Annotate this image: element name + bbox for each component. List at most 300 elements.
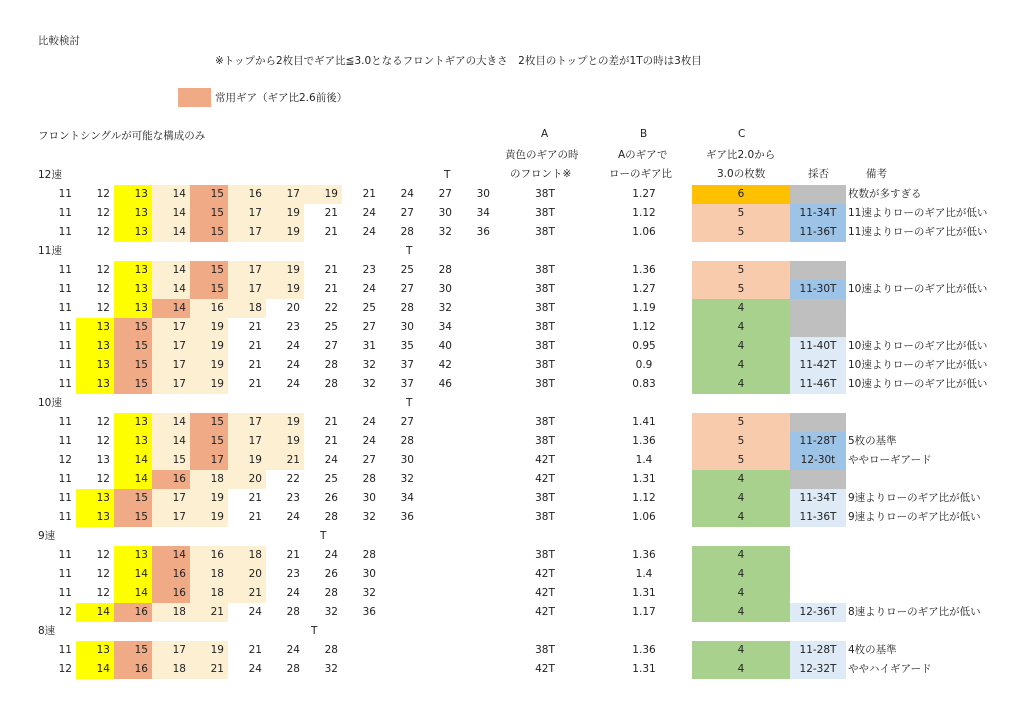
low-ratio-cell[interactable]: 1.31 <box>632 663 656 675</box>
adopt-cell[interactable]: 11-28T <box>790 641 846 660</box>
sprocket-cell[interactable]: 21 <box>324 435 338 447</box>
sprocket-cell[interactable]: 15 <box>114 356 152 375</box>
count-cell[interactable]: 4 <box>692 318 790 337</box>
sprocket-cell[interactable]: 11 <box>58 207 72 219</box>
sprocket-cell[interactable]: 21 <box>248 511 262 523</box>
sprocket-cell[interactable]: 16 <box>152 565 190 584</box>
count-cell[interactable]: 4 <box>692 375 790 394</box>
sprocket-cell[interactable]: 46 <box>438 378 452 390</box>
low-ratio-cell[interactable]: 1.27 <box>632 283 656 295</box>
front-gear-cell[interactable]: 38T <box>535 549 555 561</box>
sprocket-cell[interactable]: 19 <box>190 375 228 394</box>
sprocket-cell[interactable]: 12 <box>96 587 110 599</box>
front-gear-cell[interactable]: 42T <box>535 587 555 599</box>
sprocket-cell[interactable]: 12 <box>58 663 72 675</box>
sprocket-cell[interactable]: 12 <box>96 226 110 238</box>
sprocket-cell[interactable]: 22 <box>286 473 300 485</box>
adopt-cell[interactable] <box>790 318 846 337</box>
sprocket-cell[interactable]: 36 <box>476 226 490 238</box>
sprocket-cell[interactable]: 12 <box>96 549 110 561</box>
sprocket-cell[interactable]: 13 <box>76 318 114 337</box>
note-cell[interactable]: 10速よりローのギア比が低い <box>848 283 988 295</box>
adopt-cell[interactable]: 11-36T <box>790 223 846 242</box>
count-cell[interactable]: 4 <box>692 508 790 527</box>
count-cell[interactable]: 4 <box>692 299 790 318</box>
sprocket-cell[interactable]: 17 <box>228 280 266 299</box>
sprocket-cell[interactable]: 24 <box>362 416 376 428</box>
sprocket-cell[interactable]: 14 <box>114 584 152 603</box>
sprocket-cell[interactable]: 11 <box>58 340 72 352</box>
front-gear-cell[interactable]: 38T <box>535 416 555 428</box>
sprocket-cell[interactable]: 28 <box>400 302 414 314</box>
sprocket-cell[interactable]: 17 <box>228 261 266 280</box>
adopt-cell[interactable] <box>790 261 846 280</box>
low-ratio-cell[interactable]: 1.41 <box>632 416 656 428</box>
sprocket-cell[interactable]: 17 <box>266 185 304 204</box>
count-cell[interactable]: 5 <box>692 451 790 470</box>
front-gear-cell[interactable]: 38T <box>535 644 555 656</box>
sprocket-cell[interactable]: 18 <box>152 603 190 622</box>
sprocket-cell[interactable]: 31 <box>362 340 376 352</box>
sprocket-cell[interactable]: 16 <box>152 470 190 489</box>
sprocket-cell[interactable]: 14 <box>152 185 190 204</box>
sprocket-cell[interactable]: 13 <box>114 204 152 223</box>
sprocket-cell[interactable]: 24 <box>362 226 376 238</box>
low-ratio-cell[interactable]: 1.06 <box>632 511 656 523</box>
sprocket-cell[interactable]: 19 <box>190 641 228 660</box>
count-cell[interactable]: 4 <box>692 584 790 603</box>
sprocket-cell[interactable]: 16 <box>190 546 228 565</box>
sprocket-cell[interactable]: 11 <box>58 473 72 485</box>
sprocket-cell[interactable]: 28 <box>362 549 376 561</box>
adopt-cell[interactable]: 11-30T <box>790 280 846 299</box>
sprocket-cell[interactable]: 14 <box>114 470 152 489</box>
sprocket-cell[interactable]: 28 <box>362 473 376 485</box>
low-ratio-cell[interactable]: 1.36 <box>632 644 656 656</box>
note-cell[interactable]: 10速よりローのギア比が低い <box>848 340 988 352</box>
count-cell[interactable]: 4 <box>692 337 790 356</box>
sprocket-cell[interactable]: 14 <box>114 565 152 584</box>
sprocket-cell[interactable]: 32 <box>362 359 376 371</box>
sprocket-cell[interactable]: 21 <box>248 492 262 504</box>
low-ratio-cell[interactable]: 1.06 <box>632 226 656 238</box>
sprocket-cell[interactable]: 12 <box>96 188 110 200</box>
sprocket-cell[interactable]: 19 <box>266 261 304 280</box>
sprocket-cell[interactable]: 12 <box>96 283 110 295</box>
sprocket-cell[interactable]: 19 <box>190 356 228 375</box>
sprocket-cell[interactable]: 28 <box>286 606 300 618</box>
sprocket-cell[interactable]: 36 <box>362 606 376 618</box>
sprocket-cell[interactable]: 18 <box>190 584 228 603</box>
note-cell[interactable]: 9速よりローのギア比が低い <box>848 492 981 504</box>
front-gear-cell[interactable]: 38T <box>535 321 555 333</box>
sprocket-cell[interactable]: 13 <box>76 641 114 660</box>
sprocket-cell[interactable]: 19 <box>190 318 228 337</box>
adopt-cell[interactable]: 11-46T <box>790 375 846 394</box>
sprocket-cell[interactable]: 15 <box>114 489 152 508</box>
sprocket-cell[interactable]: 14 <box>152 413 190 432</box>
sprocket-cell[interactable]: 24 <box>248 606 262 618</box>
adopt-cell[interactable] <box>790 299 846 318</box>
sprocket-cell[interactable]: 13 <box>114 546 152 565</box>
sprocket-cell[interactable]: 11 <box>58 568 72 580</box>
sprocket-cell[interactable]: 30 <box>438 207 452 219</box>
count-cell[interactable]: 6 <box>692 185 790 204</box>
sprocket-cell[interactable]: 26 <box>324 568 338 580</box>
sprocket-cell[interactable]: 24 <box>362 207 376 219</box>
sprocket-cell[interactable]: 13 <box>114 432 152 451</box>
sprocket-cell[interactable]: 14 <box>152 280 190 299</box>
count-cell[interactable]: 4 <box>692 565 790 584</box>
note-cell[interactable]: 11速よりローのギア比が低い <box>848 207 988 219</box>
sprocket-cell[interactable]: 19 <box>266 223 304 242</box>
sprocket-cell[interactable]: 27 <box>400 207 414 219</box>
sprocket-cell[interactable]: 11 <box>58 587 72 599</box>
sprocket-cell[interactable]: 28 <box>400 226 414 238</box>
adopt-cell[interactable] <box>790 584 846 603</box>
count-cell[interactable]: 4 <box>692 356 790 375</box>
sprocket-cell[interactable]: 27 <box>324 340 338 352</box>
sprocket-cell[interactable]: 24 <box>324 454 338 466</box>
sprocket-cell[interactable]: 24 <box>286 644 300 656</box>
note-cell[interactable]: ややハイギアード <box>848 663 932 675</box>
sprocket-cell[interactable]: 25 <box>324 473 338 485</box>
note-cell[interactable]: 10速よりローのギア比が低い <box>848 378 988 390</box>
low-ratio-cell[interactable]: 1.19 <box>632 302 656 314</box>
sprocket-cell[interactable]: 27 <box>400 283 414 295</box>
sprocket-cell[interactable]: 24 <box>286 340 300 352</box>
sprocket-cell[interactable]: 40 <box>438 340 452 352</box>
sprocket-cell[interactable]: 27 <box>438 188 452 200</box>
sprocket-cell[interactable]: 13 <box>76 375 114 394</box>
sprocket-cell[interactable]: 24 <box>286 378 300 390</box>
low-ratio-cell[interactable]: 1.36 <box>632 264 656 276</box>
sprocket-cell[interactable]: 28 <box>438 264 452 276</box>
sprocket-cell[interactable]: 25 <box>362 302 376 314</box>
sprocket-cell[interactable]: 17 <box>152 641 190 660</box>
sprocket-cell[interactable]: 12 <box>96 435 110 447</box>
sprocket-cell[interactable]: 11 <box>58 283 72 295</box>
adopt-cell[interactable] <box>790 546 846 565</box>
sprocket-cell[interactable]: 28 <box>324 359 338 371</box>
note-cell[interactable]: 4枚の基準 <box>848 644 897 656</box>
sprocket-cell[interactable]: 32 <box>438 302 452 314</box>
sprocket-cell[interactable]: 16 <box>190 299 228 318</box>
sprocket-cell[interactable]: 11 <box>58 264 72 276</box>
adopt-cell[interactable]: 11-42T <box>790 356 846 375</box>
sprocket-cell[interactable]: 11 <box>58 644 72 656</box>
sprocket-cell[interactable]: 19 <box>266 280 304 299</box>
sprocket-cell[interactable]: 13 <box>96 454 110 466</box>
sprocket-cell[interactable]: 16 <box>114 660 152 679</box>
adopt-cell[interactable]: 12-30t <box>790 451 846 470</box>
sprocket-cell[interactable]: 12 <box>96 473 110 485</box>
sprocket-cell[interactable]: 30 <box>362 492 376 504</box>
count-cell[interactable]: 5 <box>692 261 790 280</box>
sprocket-cell[interactable]: 19 <box>190 508 228 527</box>
low-ratio-cell[interactable]: 1.27 <box>632 188 656 200</box>
sprocket-cell[interactable]: 21 <box>248 359 262 371</box>
low-ratio-cell[interactable]: 1.12 <box>632 207 656 219</box>
sprocket-cell[interactable]: 15 <box>190 223 228 242</box>
sprocket-cell[interactable]: 18 <box>190 565 228 584</box>
sprocket-cell[interactable]: 37 <box>400 378 414 390</box>
sprocket-cell[interactable]: 19 <box>266 432 304 451</box>
sprocket-cell[interactable]: 17 <box>228 204 266 223</box>
sprocket-cell[interactable]: 14 <box>76 603 114 622</box>
adopt-cell[interactable]: 12-36T <box>790 603 846 622</box>
sprocket-cell[interactable]: 28 <box>286 663 300 675</box>
sprocket-cell[interactable]: 17 <box>152 337 190 356</box>
sprocket-cell[interactable]: 24 <box>400 188 414 200</box>
sprocket-cell[interactable]: 28 <box>324 378 338 390</box>
sprocket-cell[interactable]: 12 <box>96 207 110 219</box>
front-gear-cell[interactable]: 38T <box>535 511 555 523</box>
sprocket-cell[interactable]: 17 <box>152 375 190 394</box>
low-ratio-cell[interactable]: 0.83 <box>632 378 656 390</box>
sprocket-cell[interactable]: 21 <box>190 603 228 622</box>
front-gear-cell[interactable]: 38T <box>535 264 555 276</box>
sprocket-cell[interactable]: 14 <box>152 261 190 280</box>
count-cell[interactable]: 4 <box>692 641 790 660</box>
sprocket-cell[interactable]: 19 <box>228 451 266 470</box>
sprocket-cell[interactable]: 11 <box>58 492 72 504</box>
sprocket-cell[interactable]: 25 <box>400 264 414 276</box>
sprocket-cell[interactable]: 32 <box>400 473 414 485</box>
sprocket-cell[interactable]: 18 <box>228 546 266 565</box>
sprocket-cell[interactable]: 11 <box>58 511 72 523</box>
low-ratio-cell[interactable]: 1.36 <box>632 549 656 561</box>
front-gear-cell[interactable]: 38T <box>535 378 555 390</box>
count-cell[interactable]: 4 <box>692 660 790 679</box>
sprocket-cell[interactable]: 14 <box>152 204 190 223</box>
sprocket-cell[interactable]: 15 <box>114 337 152 356</box>
sprocket-cell[interactable]: 17 <box>228 432 266 451</box>
sprocket-cell[interactable]: 14 <box>152 299 190 318</box>
front-gear-cell[interactable]: 42T <box>535 568 555 580</box>
sprocket-cell[interactable]: 14 <box>152 432 190 451</box>
front-gear-cell[interactable]: 38T <box>535 188 555 200</box>
sprocket-cell[interactable]: 16 <box>228 185 266 204</box>
sprocket-cell[interactable]: 11 <box>58 359 72 371</box>
sprocket-cell[interactable]: 21 <box>286 549 300 561</box>
sprocket-cell[interactable]: 24 <box>362 435 376 447</box>
sprocket-cell[interactable]: 13 <box>76 356 114 375</box>
sprocket-cell[interactable]: 34 <box>400 492 414 504</box>
adopt-cell[interactable]: 11-34T <box>790 204 846 223</box>
sprocket-cell[interactable]: 28 <box>324 644 338 656</box>
sprocket-cell[interactable]: 15 <box>190 185 228 204</box>
sprocket-cell[interactable]: 21 <box>248 340 262 352</box>
sprocket-cell[interactable]: 21 <box>248 378 262 390</box>
sprocket-cell[interactable]: 15 <box>190 261 228 280</box>
sprocket-cell[interactable]: 23 <box>286 492 300 504</box>
sprocket-cell[interactable]: 11 <box>58 378 72 390</box>
sprocket-cell[interactable]: 15 <box>190 280 228 299</box>
adopt-cell[interactable] <box>790 185 846 204</box>
sprocket-cell[interactable]: 11 <box>58 435 72 447</box>
sprocket-cell[interactable]: 13 <box>114 413 152 432</box>
low-ratio-cell[interactable]: 1.4 <box>635 568 653 580</box>
front-gear-cell[interactable]: 38T <box>535 283 555 295</box>
sprocket-cell[interactable]: 19 <box>266 204 304 223</box>
sprocket-cell[interactable]: 15 <box>190 204 228 223</box>
note-cell[interactable]: 8速よりローのギア比が低い <box>848 606 981 618</box>
sprocket-cell[interactable]: 17 <box>228 223 266 242</box>
sprocket-cell[interactable]: 13 <box>114 261 152 280</box>
sprocket-cell[interactable]: 27 <box>400 416 414 428</box>
sprocket-cell[interactable]: 13 <box>114 185 152 204</box>
front-gear-cell[interactable]: 42T <box>535 663 555 675</box>
sprocket-cell[interactable]: 19 <box>190 337 228 356</box>
sprocket-cell[interactable]: 13 <box>76 337 114 356</box>
sprocket-cell[interactable]: 18 <box>228 299 266 318</box>
sprocket-cell[interactable]: 32 <box>362 587 376 599</box>
sprocket-cell[interactable]: 26 <box>324 492 338 504</box>
sprocket-cell[interactable]: 28 <box>400 435 414 447</box>
sprocket-cell[interactable]: 21 <box>266 451 304 470</box>
sprocket-cell[interactable]: 21 <box>248 321 262 333</box>
front-gear-cell[interactable]: 38T <box>535 302 555 314</box>
note-cell[interactable]: 9速よりローのギア比が低い <box>848 511 981 523</box>
sprocket-cell[interactable]: 37 <box>400 359 414 371</box>
sprocket-cell[interactable]: 13 <box>114 299 152 318</box>
low-ratio-cell[interactable]: 1.17 <box>632 606 656 618</box>
sprocket-cell[interactable]: 21 <box>324 283 338 295</box>
sprocket-cell[interactable]: 36 <box>400 511 414 523</box>
sprocket-cell[interactable]: 23 <box>286 568 300 580</box>
count-cell[interactable]: 5 <box>692 432 790 451</box>
sprocket-cell[interactable]: 22 <box>324 302 338 314</box>
note-cell[interactable]: 11速よりローのギア比が低い <box>848 226 988 238</box>
sprocket-cell[interactable]: 30 <box>438 283 452 295</box>
sprocket-cell[interactable]: 20 <box>228 565 266 584</box>
sprocket-cell[interactable]: 14 <box>76 660 114 679</box>
sprocket-cell[interactable]: 14 <box>152 546 190 565</box>
adopt-cell[interactable]: 11-34T <box>790 489 846 508</box>
sprocket-cell[interactable]: 14 <box>114 451 152 470</box>
front-gear-cell[interactable]: 42T <box>535 473 555 485</box>
sprocket-cell[interactable]: 11 <box>58 549 72 561</box>
count-cell[interactable]: 5 <box>692 280 790 299</box>
front-gear-cell[interactable]: 42T <box>535 606 555 618</box>
sprocket-cell[interactable]: 19 <box>266 413 304 432</box>
sprocket-cell[interactable]: 17 <box>152 489 190 508</box>
low-ratio-cell[interactable]: 0.95 <box>632 340 656 352</box>
sprocket-cell[interactable]: 34 <box>438 321 452 333</box>
sprocket-cell[interactable]: 16 <box>152 584 190 603</box>
sprocket-cell[interactable]: 30 <box>400 454 414 466</box>
sprocket-cell[interactable]: 30 <box>476 188 490 200</box>
count-cell[interactable]: 4 <box>692 470 790 489</box>
sprocket-cell[interactable]: 32 <box>362 378 376 390</box>
note-cell[interactable]: 10速よりローのギア比が低い <box>848 359 988 371</box>
sprocket-cell[interactable]: 13 <box>114 223 152 242</box>
sprocket-cell[interactable]: 11 <box>58 416 72 428</box>
sprocket-cell[interactable]: 20 <box>286 302 300 314</box>
sprocket-cell[interactable]: 13 <box>76 489 114 508</box>
sprocket-cell[interactable]: 20 <box>228 470 266 489</box>
sprocket-cell[interactable]: 24 <box>248 663 262 675</box>
low-ratio-cell[interactable]: 1.36 <box>632 435 656 447</box>
sprocket-cell[interactable]: 32 <box>324 606 338 618</box>
sprocket-cell[interactable]: 13 <box>114 280 152 299</box>
sprocket-cell[interactable]: 14 <box>152 223 190 242</box>
sprocket-cell[interactable]: 32 <box>362 511 376 523</box>
sprocket-cell[interactable]: 12 <box>96 416 110 428</box>
sprocket-cell[interactable]: 12 <box>58 606 72 618</box>
sprocket-cell[interactable]: 23 <box>286 321 300 333</box>
sprocket-cell[interactable]: 17 <box>190 451 228 470</box>
count-cell[interactable]: 5 <box>692 413 790 432</box>
sprocket-cell[interactable]: 19 <box>190 489 228 508</box>
sprocket-cell[interactable]: 28 <box>324 587 338 599</box>
sprocket-cell[interactable]: 19 <box>304 185 342 204</box>
sprocket-cell[interactable]: 15 <box>114 375 152 394</box>
sprocket-cell[interactable]: 11 <box>58 302 72 314</box>
sprocket-cell[interactable]: 12 <box>96 568 110 580</box>
low-ratio-cell[interactable]: 1.31 <box>632 473 656 485</box>
sprocket-cell[interactable]: 11 <box>58 321 72 333</box>
sprocket-cell[interactable]: 12 <box>96 302 110 314</box>
sprocket-cell[interactable]: 12 <box>96 264 110 276</box>
sprocket-cell[interactable]: 12 <box>58 454 72 466</box>
front-gear-cell[interactable]: 38T <box>535 359 555 371</box>
front-gear-cell[interactable]: 38T <box>535 226 555 238</box>
front-gear-cell[interactable]: 38T <box>535 340 555 352</box>
sprocket-cell[interactable]: 17 <box>152 318 190 337</box>
sprocket-cell[interactable]: 18 <box>190 470 228 489</box>
low-ratio-cell[interactable]: 1.12 <box>632 321 656 333</box>
sprocket-cell[interactable]: 28 <box>324 511 338 523</box>
sprocket-cell[interactable]: 21 <box>248 644 262 656</box>
adopt-cell[interactable] <box>790 413 846 432</box>
sprocket-cell[interactable]: 27 <box>362 454 376 466</box>
sprocket-cell[interactable]: 16 <box>114 603 152 622</box>
sprocket-cell[interactable]: 21 <box>228 584 266 603</box>
sprocket-cell[interactable]: 34 <box>476 207 490 219</box>
low-ratio-cell[interactable]: 1.4 <box>635 454 653 466</box>
sprocket-cell[interactable]: 24 <box>324 549 338 561</box>
adopt-cell[interactable] <box>790 565 846 584</box>
front-gear-cell[interactable]: 38T <box>535 435 555 447</box>
sprocket-cell[interactable]: 15 <box>152 451 190 470</box>
sprocket-cell[interactable]: 24 <box>286 587 300 599</box>
note-cell[interactable]: 枚数が多すぎる <box>848 188 922 200</box>
sprocket-cell[interactable]: 13 <box>76 508 114 527</box>
sprocket-cell[interactable]: 17 <box>152 508 190 527</box>
sprocket-cell[interactable]: 30 <box>400 321 414 333</box>
sprocket-cell[interactable]: 15 <box>114 641 152 660</box>
sprocket-cell[interactable]: 24 <box>286 511 300 523</box>
adopt-cell[interactable]: 11-28T <box>790 432 846 451</box>
sprocket-cell[interactable]: 35 <box>400 340 414 352</box>
note-cell[interactable]: 5枚の基準 <box>848 435 897 447</box>
front-gear-cell[interactable]: 38T <box>535 492 555 504</box>
count-cell[interactable]: 5 <box>692 204 790 223</box>
count-cell[interactable]: 5 <box>692 223 790 242</box>
adopt-cell[interactable]: 11-40T <box>790 337 846 356</box>
sprocket-cell[interactable]: 24 <box>362 283 376 295</box>
count-cell[interactable]: 4 <box>692 489 790 508</box>
sprocket-cell[interactable]: 27 <box>362 321 376 333</box>
sprocket-cell[interactable]: 21 <box>190 660 228 679</box>
front-gear-cell[interactable]: 42T <box>535 454 555 466</box>
sprocket-cell[interactable]: 21 <box>324 264 338 276</box>
adopt-cell[interactable]: 12-32T <box>790 660 846 679</box>
count-cell[interactable]: 4 <box>692 546 790 565</box>
sprocket-cell[interactable]: 11 <box>58 188 72 200</box>
